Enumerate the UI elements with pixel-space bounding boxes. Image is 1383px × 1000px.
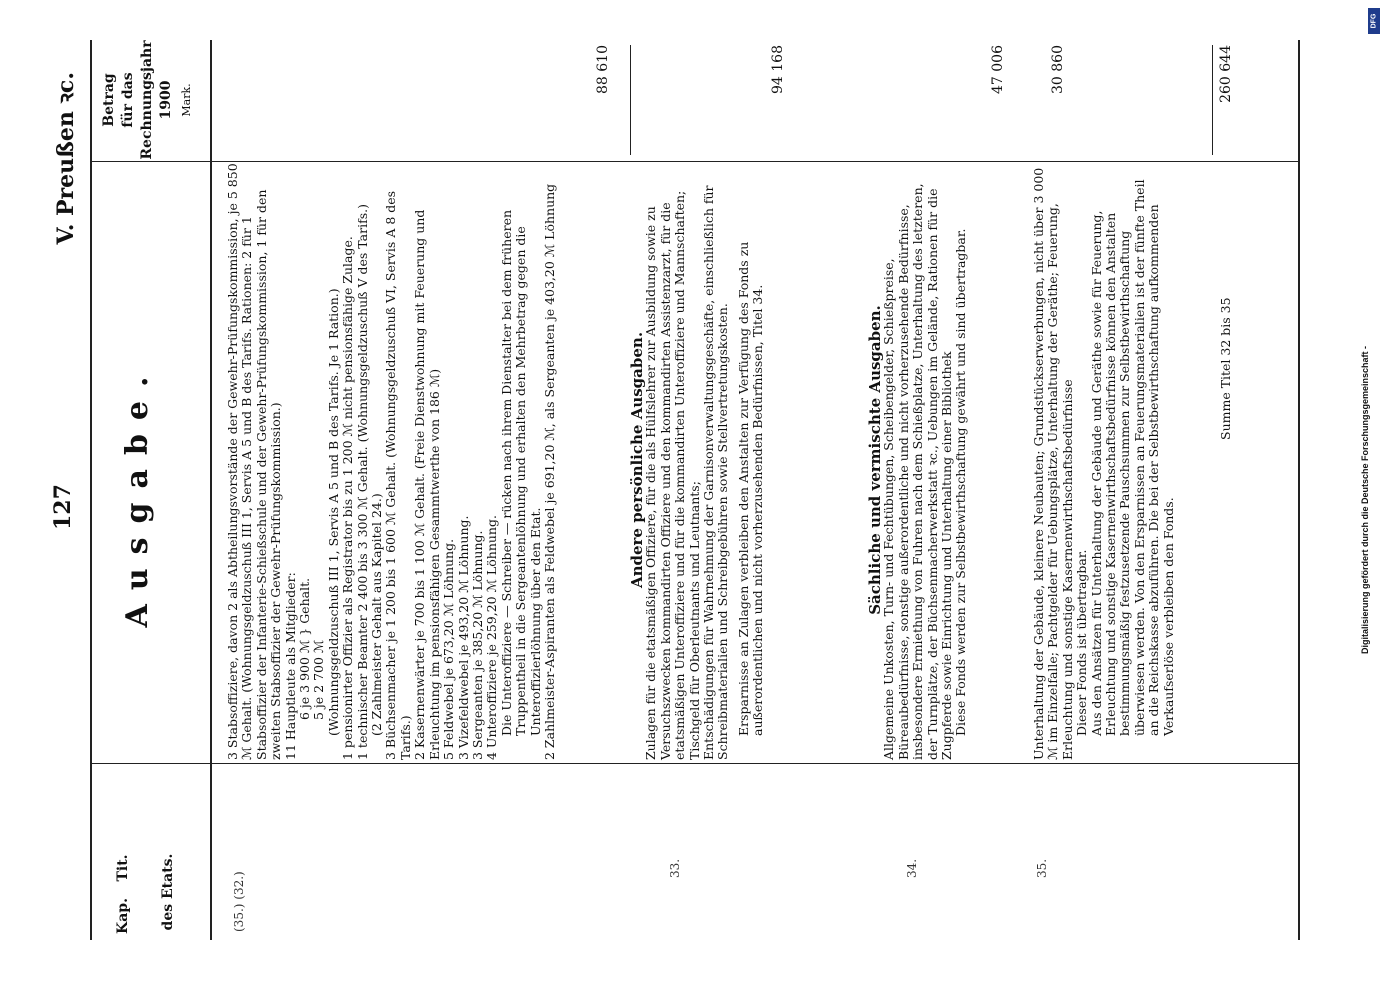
section-35-ref: 35. [1035,858,1049,878]
text-line: 2 Zahlmeister-Aspiranten als Feldwebel je 691,20 ℳ, als Sergeanten je 403,20 ℳ Löhnung [541,183,557,760]
dfg-logo: DFG [1368,8,1380,34]
section-34-body [868,160,969,760]
text-line: Diese Fonds werden zur Selbstbewirthschaftung gewährt und sind übertragbar. [953,228,969,736]
text-line: Tischgeld für Oberleutnants und Leutnants; [686,481,702,760]
sum-label: Summe Titel 32 bis 35 [1218,297,1233,440]
text-line: 5 je 2 700 ℳ [311,639,327,720]
betrag-line: für das [120,72,136,128]
column-betrag [100,40,176,160]
betrag-line: 1900 [158,80,174,120]
sum-rule [1212,45,1213,155]
section-32-amount: 88 610 [595,45,611,94]
text-line: 1 pensionirter Offizier als Registrator bis zu 1 200 ℳ nicht pensionsfähige Zulage. [340,236,356,760]
section-34-amount: 47 006 [990,45,1006,94]
column-ausgabe: Ausgabe. [120,362,155,628]
page-number: 127 [50,484,76,530]
column-kap: Kap. [115,898,131,934]
section-33-amount: 94 168 [770,45,786,94]
text-line: 3 Büchsenmacher je 1 200 bis 1 600 ℳ Gehalt. (Wohnungsgeldzuschuß VI, Servis A 8 des Tarifs.) [383,190,413,760]
text-line: 11 Hauptleute als Mitglieder: [282,572,298,760]
text-line: 2 Kasernenwärter je 700 bis 1 100 ℳ Gehalt. (Freie Dienstwohnung mit Feuerung und Erleuchtung im pensionsfähigen Gesammtwerthe von 186 ℳ) [412,209,442,760]
text-line: Ersparnisse an Zulagen verbleiben den Anstalten zur Verfügung des Fonds zu außerordentlichen und nicht vorherzusehenden Bedürfnissen, Titel 34. [735,241,766,736]
betrag-line: Betrag [101,73,117,127]
text-line: 4 Unteroffiziere je 259,20 ℳ Löhnung. [484,515,500,760]
text-line: 3 Sergeanten je 385,20 ℳ Löhnung. [469,530,485,760]
text-line: 1 technischer Beamter 2 400 bis 3 300 ℳ Gehalt. (Wohnungsgeldzuschuß V des Tarifs.) [354,204,370,760]
text-line: 6 je 3 900 ℳ } Gehalt. [297,577,313,720]
text-line: Die Unteroffiziere — Schreiber — rücken nach ihrem Dienstalter bei dem früheren Truppentheil in die Sergeantenlöhnung und erhalten den Mehrbetrag gegen die Unteroffizierlöhnung über den Etat. [498,209,543,736]
section-33-ref: 33. [668,858,682,878]
section-32-body [226,160,557,760]
column-divider-ref [90,763,1298,764]
betrag-line: Rechnungsjahr [139,40,155,160]
section-35-body [1032,160,1176,760]
text-line: Unterhaltung der Gebäude, kleinere Neubauten; Grundstückserwerbungen, nicht über 3 000 ℳ im Einzelfalle; Pachtgelder für Uebungsplätze, Unterhaltung der Geräthe; Feuerung, Erleuchtung und sonstige Kasernenwirthschaftsbedürfnisse [1031,167,1075,760]
column-mark: Mark. [180,83,193,117]
text-line: 3 Vizefeldwebel je 493,20 ℳ Löhnung. [455,515,471,760]
table-bottom-rule [1298,40,1300,940]
section-heading: Andere persönliche Ausgaben. [628,331,646,589]
text-line: (Wohnungsgeldzuschuß III 1, Servis A 5 und B des Tarifs. Je 1 Ration.) [325,288,341,736]
text-line: 3 Stabsoffiziere, davon 2 als Abtheilungsvorstände der Gewehr-Prüfungskommission, je 5 850 ℳ Gehalt. (Wohnungsgeldzuschuß III 1, Servis A 5 und B des Tarifs. Rationen: 2 für 1 Stabsoffizier der Infanterie-Schießschule und der Gewehr-Prüfungskommission, 1 für den zweiten Stabsoffizier der Gewehr-Prüfungskommission.) [225,163,284,760]
column-des-etats: des Etats. [160,853,176,931]
text-line: Zulagen für die etatsmäßigen Offiziere, für die als Hülfslehrer zur Ausbildung sowie zu Versuchszwecken kommandirten Offiziere und den kommandirten Assistenzarzt, für die etatsmäßigen Unteroffiziere und für die kommandirten Unteroffiziere und Mannschaften; [643,190,688,760]
column-tit: Tit. [115,854,131,882]
sum-amount: 260 644 [1218,45,1234,103]
section-33-body [630,160,766,760]
running-title: V. Preußen ꝛc. [53,72,79,245]
section-34-ref: 34. [905,858,919,878]
text-line: 5 Feldwebel je 673,20 ℳ Löhnung. [441,538,457,760]
digitization-note: Digitalisierung gefördert durch die Deutsche Forschungsgemeinschaft - [1360,345,1370,655]
text-line: Aus den Ansätzen für Unterhaltung der Gebäude und Geräthe sowie für Feuerung, Erleuchtung und sonstige Kasernenwirthschaftsbedürfnisse können den Anstalten bestimmungsmäßig festzusetzende Pauschsummen zur Selbstbewirthschaftung überwiesen werden. Von den Ersparnissen an Feuerungsmaterialien ist der fünfte Theil an die Reichskasse abzuführen. Die bei der Selbstbewirthschaftung aufkommenden Verkaufserlöse verbleiben den Fonds. [1088,179,1176,736]
text-line: Entschädigungen für Wahrnehmung der Garnisonverwaltungsgeschäfte, einschließlich für Schreibmaterialien und Schreibgebühren sowie Stellvertretungskosten. [701,185,731,760]
section-heading: Sächliche und vermischte Ausgaben. [866,305,884,615]
section-35-amount: 30 860 [1050,45,1066,94]
text-line: Allgemeine Unkosten, Turn- und Fechtübungen, Scheibengelder, Schießpreise, Büreaubedürfnisse, sonstige außerordentliche und nicht vorherzusehende Bedürfnisse, insbesondere Ermiethung von Fuhren nach dem Schießplatze, Unterhaltung des letzteren, der Turnplätze, der Büchsenmacherwerkstatt ꝛc., Uebungen im Gelände, Rationen für die Zugpferde sowie Einrichtung und Unterhaltung einer Bibliothek [881,183,955,760]
section-32-ref: (35.) (32.) [232,871,246,932]
subtotal-rule [630,45,631,155]
table-top-rule [90,40,92,940]
header-rule [210,40,212,940]
text-line: Dieser Fonds ist übertragbar. [1074,549,1090,736]
text-line: (2 Zahlmeister Gehalt aus Kapitel 24.) [369,493,385,736]
